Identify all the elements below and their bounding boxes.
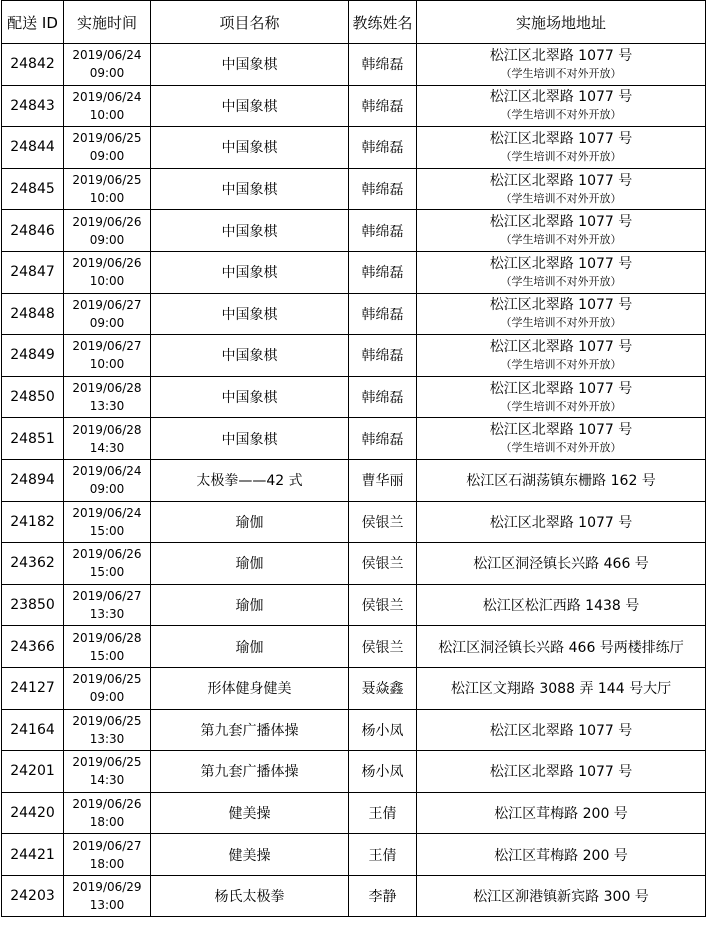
date-text: 2019/06/24 [72,464,142,479]
date-text: 2019/06/26 [72,796,142,811]
time-text: 10:00 [89,107,125,122]
project-cell: 中国象棋 [151,44,349,86]
date-text: 2019/06/26 [72,547,142,562]
address-text: 松江区北翠路 1077 号 [489,89,633,106]
table-row [2,501,706,543]
header-address: 实施场地地址 [417,1,706,44]
time-cell [64,501,151,543]
coach-cell: 韩绵磊 [349,210,417,252]
address-cell [417,293,706,335]
table-row [2,792,706,834]
time-text: 15:00 [89,565,125,580]
id-cell: 24366 [2,626,64,668]
address-note: （学生培训不对外开放） [500,441,622,455]
time-cell [64,792,151,834]
time-text: 18:00 [89,814,125,829]
schedule-table [1,0,706,917]
coach-cell: 韩绵磊 [349,335,417,377]
table-row [2,667,706,709]
time-text: 09:00 [89,66,125,81]
project-cell: 中国象棋 [151,210,349,252]
header-row [2,1,706,44]
table-row [2,335,706,377]
project-cell: 形体健身健美 [151,667,349,709]
time-text: 09:00 [89,482,125,497]
project-cell: 瑜伽 [151,543,349,585]
date-text: 2019/06/27 [72,339,142,354]
project-cell: 健美操 [151,834,349,876]
address-cell: 松江区文翔路 3088 弄 144 号大厅 [417,667,706,709]
date-text: 2019/06/25 [72,755,142,770]
table-row [2,751,706,793]
time-text: 09:00 [89,149,125,164]
table-row [2,834,706,876]
coach-cell: 王倩 [349,792,417,834]
time-text: 18:00 [89,856,125,871]
coach-cell: 韩绵磊 [349,293,417,335]
date-text: 2019/06/28 [72,381,142,396]
time-text: 13:30 [89,607,125,622]
date-text: 2019/06/25 [72,173,142,188]
id-cell: 24420 [2,792,64,834]
coach-cell: 韩绵磊 [349,251,417,293]
project-cell: 中国象棋 [151,376,349,418]
address-cell [417,210,706,252]
address-note: （学生培训不对外开放） [500,316,622,330]
address-cell: 松江区泖港镇新宾路 300 号 [417,875,706,917]
coach-cell: 聂焱鑫 [349,667,417,709]
time-cell [64,85,151,127]
id-cell: 24164 [2,709,64,751]
id-cell: 24845 [2,168,64,210]
time-text: 13:30 [89,399,125,414]
time-cell [64,418,151,460]
date-text: 2019/06/27 [72,838,142,853]
date-text: 2019/06/25 [72,713,142,728]
project-cell: 第九套广播体操 [151,751,349,793]
header-time: 实施时间 [64,1,151,44]
project-cell: 中国象棋 [151,335,349,377]
id-cell: 24849 [2,335,64,377]
table-row [2,44,706,86]
header-coach: 教练姓名 [349,1,417,44]
id-cell: 24127 [2,667,64,709]
project-cell: 中国象棋 [151,251,349,293]
id-cell: 24847 [2,251,64,293]
date-text: 2019/06/26 [72,214,142,229]
time-cell [64,210,151,252]
project-cell: 中国象棋 [151,85,349,127]
address-cell: 松江区茸梅路 200 号 [417,834,706,876]
id-cell: 24843 [2,85,64,127]
time-text: 09:00 [89,690,125,705]
address-note: （学生培训不对外开放） [500,66,622,80]
address-text: 松江区北翠路 1077 号 [489,338,633,355]
id-cell: 24846 [2,210,64,252]
coach-cell: 曹华丽 [349,459,417,501]
time-text: 15:00 [89,523,125,538]
address-text: 松江区北翠路 1077 号 [489,422,633,439]
time-cell [64,834,151,876]
date-text: 2019/06/24 [72,89,142,104]
id-cell: 24842 [2,44,64,86]
project-cell: 瑜伽 [151,626,349,668]
table-row [2,251,706,293]
time-cell [64,251,151,293]
address-note: （学生培训不对外开放） [500,149,622,163]
time-text: 14:30 [89,440,125,455]
time-cell [64,293,151,335]
address-cell [417,127,706,169]
address-cell: 松江区洞泾镇长兴路 466 号 [417,543,706,585]
address-note: （学生培训不对外开放） [500,108,622,122]
address-note: （学生培训不对外开放） [500,233,622,247]
table-row [2,543,706,585]
time-cell [64,44,151,86]
address-cell [417,168,706,210]
table-row [2,418,706,460]
address-cell [417,44,706,86]
address-cell [417,418,706,460]
header-project: 项目名称 [151,1,349,44]
address-cell: 松江区石湖荡镇东栅路 162 号 [417,459,706,501]
coach-cell: 韩绵磊 [349,376,417,418]
time-cell [64,543,151,585]
address-text: 松江区北翠路 1077 号 [489,380,633,397]
project-cell: 中国象棋 [151,127,349,169]
project-cell: 第九套广播体操 [151,709,349,751]
time-cell [64,667,151,709]
address-cell: 松江区北翠路 1077 号 [417,751,706,793]
address-cell [417,376,706,418]
coach-cell: 李静 [349,875,417,917]
time-text: 10:00 [89,191,125,206]
address-cell [417,85,706,127]
table-row [2,127,706,169]
time-cell [64,709,151,751]
time-cell [64,168,151,210]
address-cell: 松江区茸梅路 200 号 [417,792,706,834]
coach-cell: 韩绵磊 [349,127,417,169]
address-text: 松江区北翠路 1077 号 [489,130,633,147]
table-row [2,210,706,252]
id-cell: 24201 [2,751,64,793]
project-cell: 中国象棋 [151,418,349,460]
date-text: 2019/06/26 [72,256,142,271]
table-row [2,459,706,501]
id-cell: 24421 [2,834,64,876]
address-text: 松江区北翠路 1077 号 [489,255,633,272]
address-text: 松江区北翠路 1077 号 [489,172,633,189]
id-cell: 24203 [2,875,64,917]
table-row [2,626,706,668]
time-cell [64,751,151,793]
coach-cell: 韩绵磊 [349,168,417,210]
coach-cell: 侯银兰 [349,584,417,626]
address-cell [417,251,706,293]
id-cell: 24851 [2,418,64,460]
coach-cell: 杨小凤 [349,751,417,793]
id-cell: 23850 [2,584,64,626]
date-text: 2019/06/29 [72,880,142,895]
project-cell: 瑜伽 [151,501,349,543]
table-row [2,584,706,626]
time-cell [64,626,151,668]
coach-cell: 韩绵磊 [349,418,417,460]
address-note: （学生培训不对外开放） [500,191,622,205]
time-cell [64,875,151,917]
date-text: 2019/06/27 [72,589,142,604]
project-cell: 健美操 [151,792,349,834]
time-cell [64,335,151,377]
table-row [2,709,706,751]
coach-cell: 王倩 [349,834,417,876]
time-text: 10:00 [89,274,125,289]
coach-cell: 侯银兰 [349,501,417,543]
id-cell: 24182 [2,501,64,543]
date-text: 2019/06/28 [72,630,142,645]
time-text: 13:30 [89,731,125,746]
time-text: 14:30 [89,773,125,788]
id-cell: 24844 [2,127,64,169]
project-cell: 瑜伽 [151,584,349,626]
address-note: （学生培训不对外开放） [500,357,622,371]
id-cell: 24850 [2,376,64,418]
time-text: 09:00 [89,315,125,330]
coach-cell: 韩绵磊 [349,44,417,86]
address-cell: 松江区松汇西路 1438 号 [417,584,706,626]
project-cell: 中国象棋 [151,168,349,210]
header-id: 配送 ID [2,1,64,44]
date-text: 2019/06/28 [72,422,142,437]
id-cell: 24894 [2,459,64,501]
time-text: 13:00 [89,898,125,913]
date-text: 2019/06/24 [72,48,142,63]
project-cell: 中国象棋 [151,293,349,335]
table-row [2,875,706,917]
address-cell: 松江区北翠路 1077 号 [417,709,706,751]
table-row [2,293,706,335]
id-cell: 24362 [2,543,64,585]
address-note: （学生培训不对外开放） [500,399,622,413]
address-cell: 松江区洞泾镇长兴路 466 号两楼排练厅 [417,626,706,668]
time-cell [64,459,151,501]
address-text: 松江区北翠路 1077 号 [489,297,633,314]
time-cell [64,127,151,169]
coach-cell: 侯银兰 [349,543,417,585]
time-cell [64,376,151,418]
coach-cell: 侯银兰 [349,626,417,668]
project-cell: 太极拳——42 式 [151,459,349,501]
time-text: 15:00 [89,648,125,663]
time-cell [64,584,151,626]
address-text: 松江区北翠路 1077 号 [489,214,633,231]
table-row [2,85,706,127]
coach-cell: 杨小凤 [349,709,417,751]
coach-cell: 韩绵磊 [349,85,417,127]
time-text: 09:00 [89,232,125,247]
date-text: 2019/06/25 [72,672,142,687]
date-text: 2019/06/27 [72,297,142,312]
table-row [2,168,706,210]
address-cell: 松江区北翠路 1077 号 [417,501,706,543]
time-text: 10:00 [89,357,125,372]
id-cell: 24848 [2,293,64,335]
date-text: 2019/06/25 [72,131,142,146]
address-text: 松江区北翠路 1077 号 [489,47,633,64]
project-cell: 杨氏太极拳 [151,875,349,917]
address-cell [417,335,706,377]
table-row [2,376,706,418]
date-text: 2019/06/24 [72,505,142,520]
address-note: （学生培训不对外开放） [500,274,622,288]
